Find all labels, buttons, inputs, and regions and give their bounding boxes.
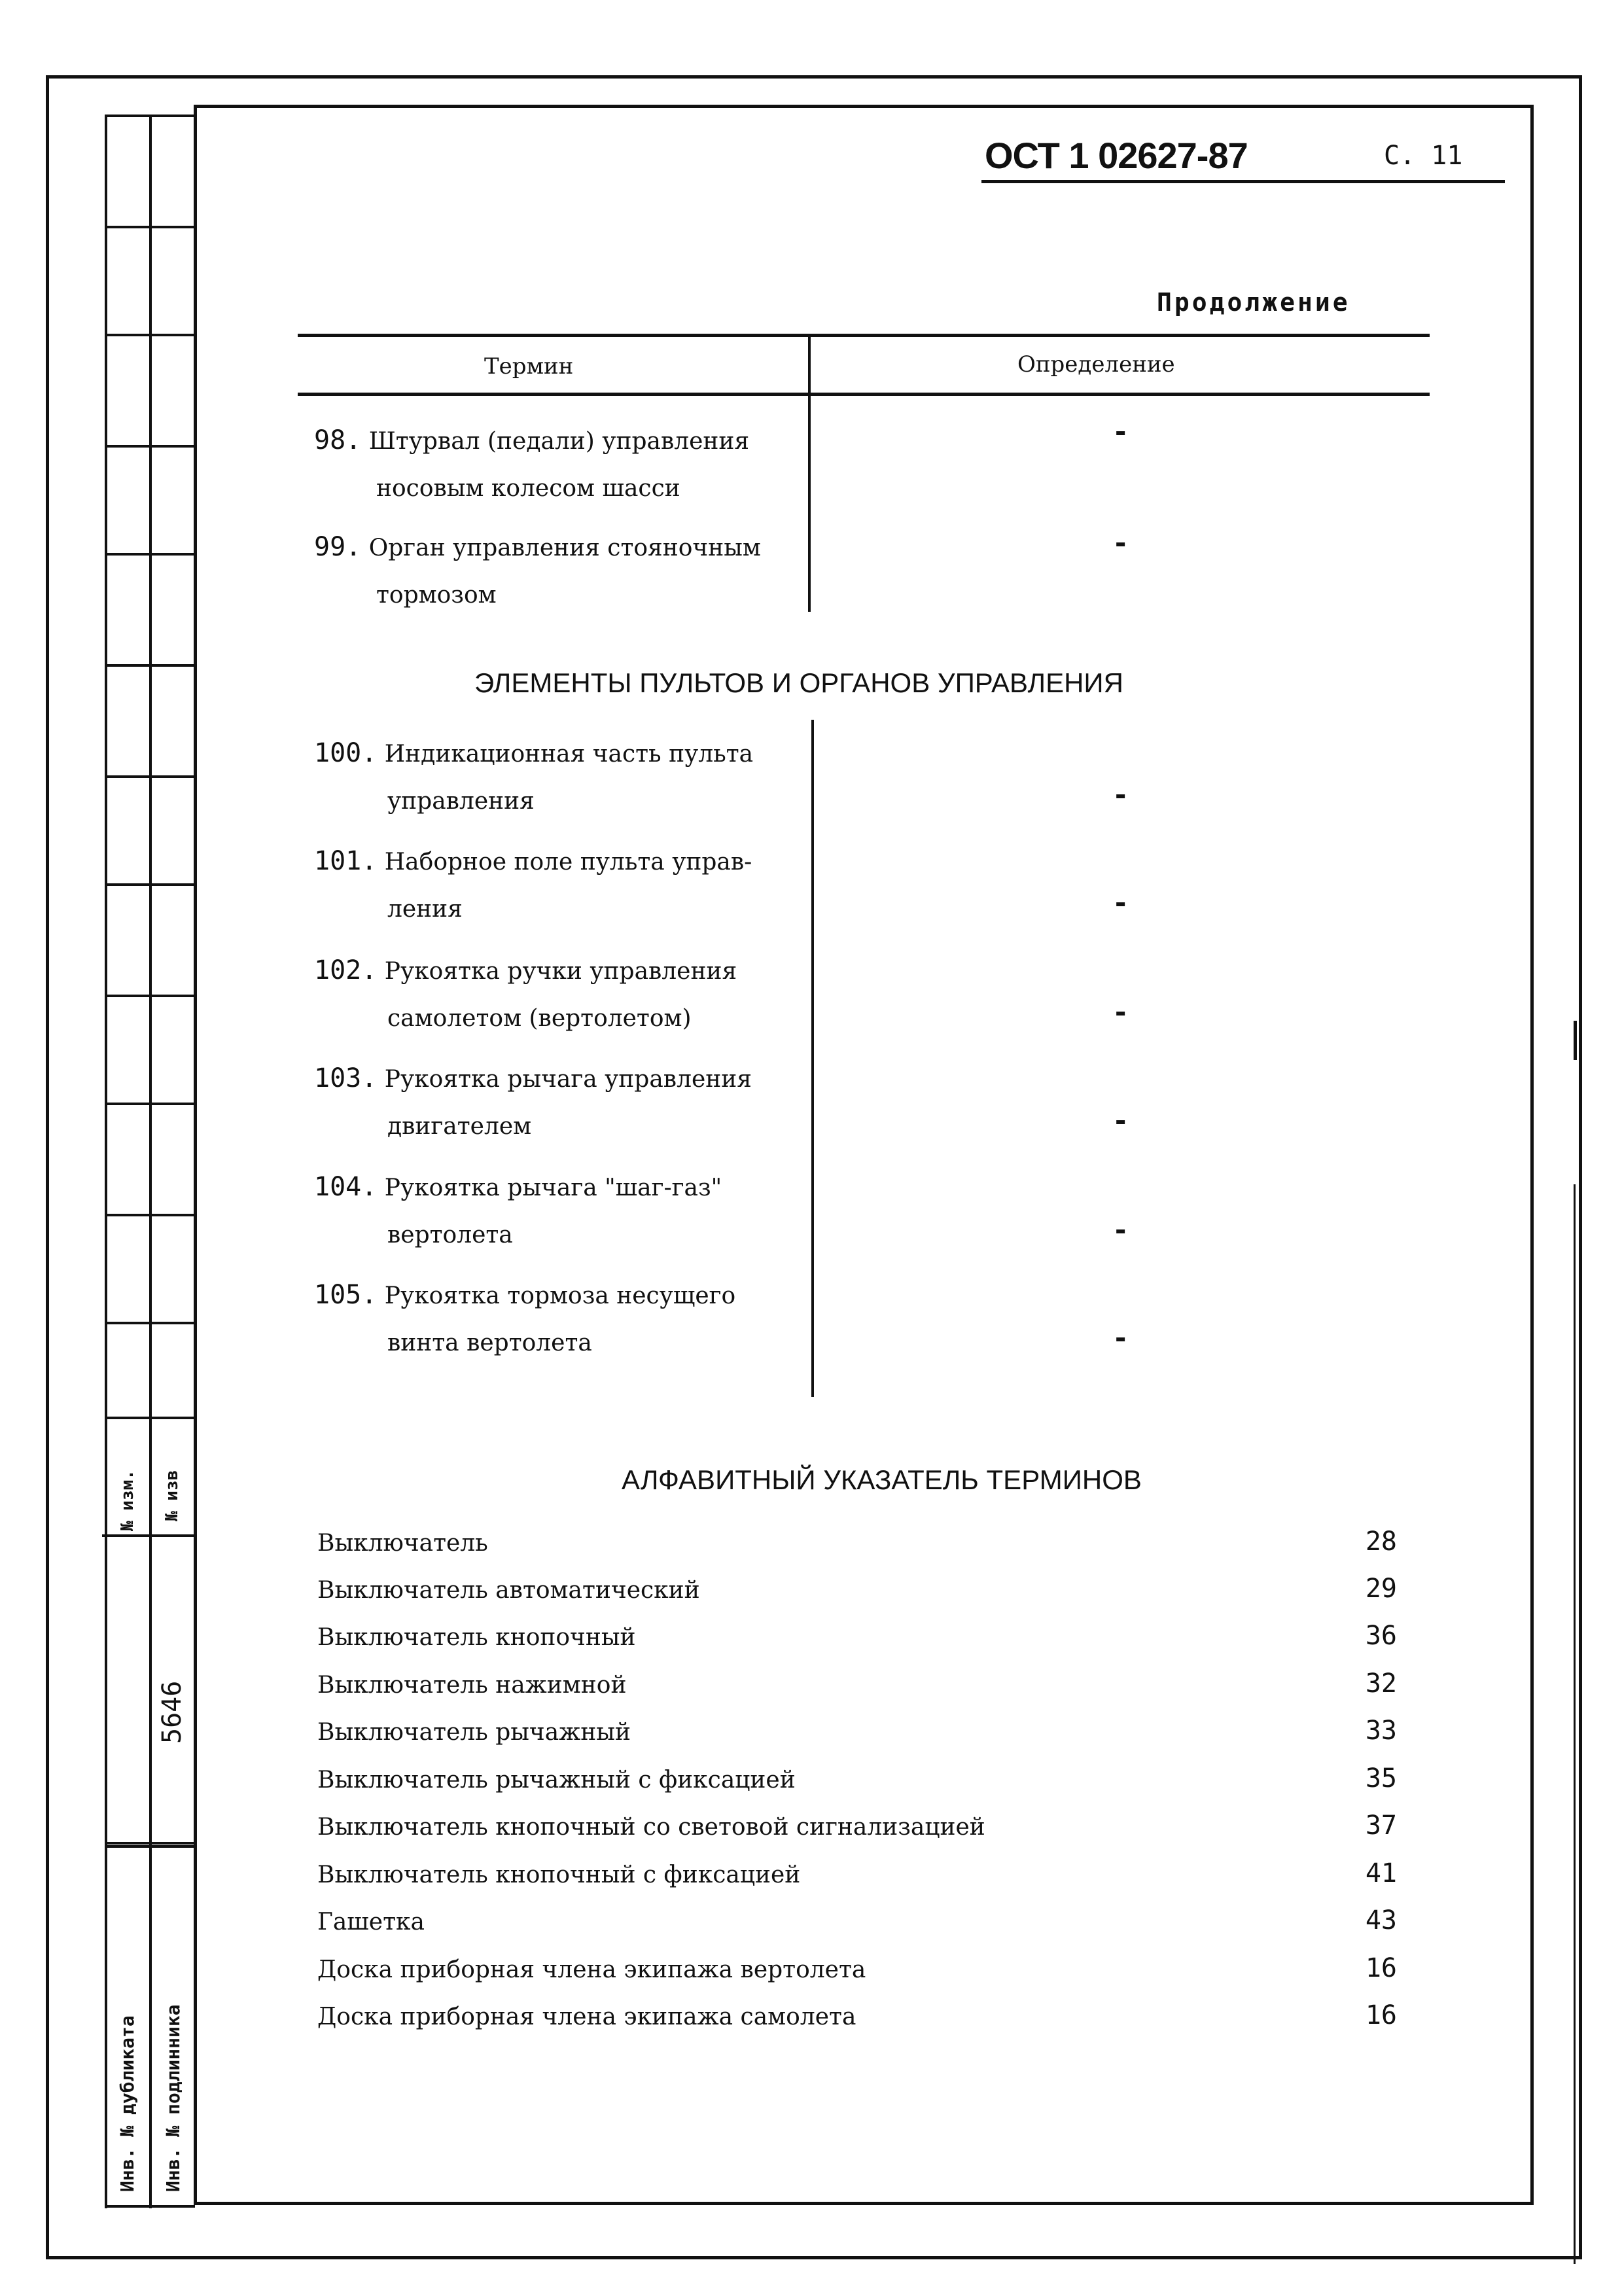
definition-dash: -: [1112, 1104, 1129, 1137]
index-number: 28: [1365, 1527, 1397, 1557]
index-number: 32: [1365, 1669, 1397, 1699]
table-header-rule: [298, 393, 1430, 396]
strip-rule: [105, 1417, 195, 1419]
term-text: Штурвал (педали) управления: [368, 428, 750, 455]
strip-rule: [105, 1842, 195, 1845]
definition-dash: -: [1112, 415, 1129, 448]
index-number: 33: [1365, 1716, 1397, 1746]
term-text: тормозом: [376, 582, 497, 609]
strip-rule: [105, 883, 195, 886]
term-number: 98.: [314, 425, 362, 455]
term-text: Рукоятка тормоза несущего: [384, 1282, 736, 1309]
margin-strip: [105, 115, 195, 2208]
term-text: вертолета: [387, 1222, 513, 1248]
margin-label-dublikat: Инв. № дубликата: [116, 2015, 138, 2192]
strip-rule: [105, 226, 195, 228]
definition-dash: -: [1112, 779, 1129, 811]
index-term: Выключатель кнопочный с фиксацией: [317, 1862, 801, 1888]
term-row: [314, 1271, 735, 1367]
index-term: Гашетка: [317, 1909, 425, 1935]
column-header-term: Термин: [484, 353, 574, 380]
index-number: 41: [1365, 1858, 1397, 1888]
term-number: 105.: [314, 1280, 378, 1310]
strip-rule: [105, 1845, 195, 1848]
strip-rule: [105, 2205, 195, 2208]
index-number: 43: [1365, 1905, 1397, 1935]
margin-label-izv: № изв: [162, 1470, 182, 1521]
term-text: винта вертолета: [387, 1330, 592, 1356]
term-text: самолетом (вертолетом): [387, 1005, 692, 1032]
term-row: [314, 417, 749, 512]
index-number: 16: [1365, 1953, 1397, 1983]
term-text: Орган управления стояночным: [368, 535, 761, 561]
term-row: [314, 947, 737, 1042]
term-row: [314, 523, 761, 619]
index-term: Выключатель кнопочный: [317, 1624, 636, 1651]
continuation-label: Продолжение: [1157, 288, 1350, 317]
margin-label-podlinnik: Инв. № подлинника: [162, 2004, 184, 2192]
strip-rule: [105, 1534, 195, 1537]
index-number: 37: [1365, 1810, 1397, 1841]
margin-inv-number: 5646: [157, 1680, 187, 1744]
definition-dash: -: [1112, 1322, 1129, 1354]
page-number: С. 11: [1384, 141, 1463, 171]
term-number: 104.: [314, 1172, 378, 1202]
index-term: Доска приборная члена экипажа самолета: [317, 2004, 856, 2030]
strip-rule: [105, 1103, 195, 1105]
strip-rule: [105, 445, 195, 448]
term-row: [314, 730, 753, 825]
term-text: ления: [387, 896, 463, 923]
definition-dash: -: [1112, 1214, 1129, 1246]
strip-rule: [105, 1322, 195, 1324]
term-text: Рукоятка рычага "шаг-газ": [384, 1174, 722, 1201]
index-title: АЛФАВИТНЫЙ УКАЗАТЕЛЬ ТЕРМИНОВ: [622, 1464, 1142, 1495]
table-column-divider: [811, 720, 814, 1397]
index-term: Выключатель нажимной: [317, 1672, 627, 1699]
term-text: двигателем: [387, 1113, 532, 1140]
header-rule: [981, 180, 1505, 183]
term-text: Рукоятка рычага управления: [384, 1066, 752, 1093]
table-top-rule: [298, 334, 1430, 337]
strip-rule: [105, 1214, 195, 1216]
index-term: Выключатель рычажный: [317, 1719, 631, 1746]
definition-dash: -: [1112, 527, 1129, 559]
index-number: 16: [1365, 2000, 1397, 2030]
document-code: ОСТ 1 02627-87: [985, 135, 1248, 176]
scan-mark: [1574, 1184, 1576, 2264]
index-term: Выключатель рычажный с фиксацией: [317, 1767, 796, 1793]
term-row: [314, 1055, 752, 1150]
scan-mark: [1574, 1021, 1577, 1060]
term-row: [314, 838, 752, 933]
term-text: Наборное поле пульта управ-: [384, 849, 752, 875]
strip-rule: [105, 775, 195, 778]
term-number: 101.: [314, 846, 378, 876]
strip-border-left: [105, 115, 107, 2208]
strip-border-middle: [149, 115, 152, 2208]
index-number: 35: [1365, 1763, 1397, 1793]
column-header-definition: Определение: [1017, 351, 1175, 378]
strip-rule: [105, 553, 195, 556]
section-title: ЭЛЕМЕНТЫ ПУЛЬТОВ И ОРГАНОВ УПРАВЛЕНИЯ: [474, 667, 1123, 698]
strip-rule: [105, 115, 195, 117]
term-text: Рукоятка ручки управления: [384, 958, 737, 985]
definition-dash: -: [1112, 996, 1129, 1028]
definition-dash: -: [1112, 887, 1129, 919]
strip-rule: [105, 995, 195, 997]
index-term: Выключатель автоматический: [317, 1577, 700, 1604]
margin-label-izm: № изм.: [118, 1470, 137, 1531]
term-row: [314, 1163, 722, 1259]
index-term: Выключатель кнопочный со световой сигнализацией: [317, 1814, 985, 1841]
index-number: 29: [1365, 1574, 1397, 1604]
term-number: 103.: [314, 1063, 378, 1093]
strip-rule: [102, 1534, 105, 1537]
strip-rule: [105, 334, 195, 336]
term-text: носовым колесом шасси: [376, 475, 680, 502]
index-term: Доска приборная члена экипажа вертолета: [317, 1956, 866, 1983]
strip-rule: [105, 664, 195, 667]
index-term: Выключатель: [317, 1530, 488, 1557]
term-number: 102.: [314, 955, 378, 985]
term-number: 99.: [314, 532, 362, 562]
term-number: 100.: [314, 738, 378, 768]
term-text: Индикационная часть пульта: [384, 741, 754, 768]
table-column-divider: [808, 337, 811, 612]
index-number: 36: [1365, 1621, 1397, 1651]
term-text: управления: [387, 788, 535, 815]
